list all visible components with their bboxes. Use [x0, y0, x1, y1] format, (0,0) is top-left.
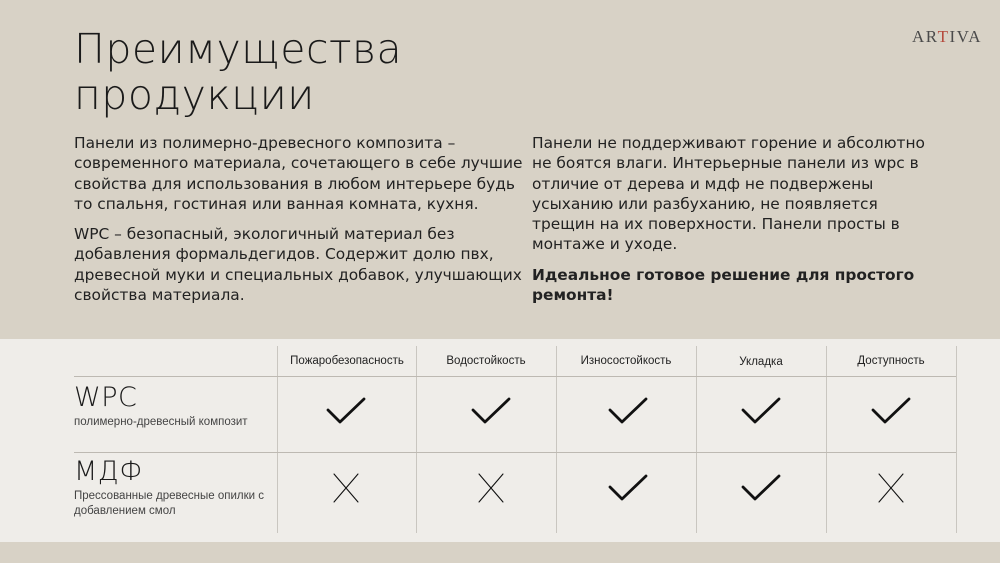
row-name-mdf: МДФ: [74, 456, 143, 487]
row-desc-wpc: полимерно-древесный композит: [74, 416, 248, 428]
page-title: Преимущества продукции: [74, 25, 403, 119]
check-icon: [871, 395, 911, 427]
check-icon: [608, 472, 648, 504]
bottom-strip: [0, 542, 1000, 563]
table-divider: [696, 346, 697, 533]
logo-text-accent: T: [937, 27, 950, 46]
check-icon: [741, 395, 781, 427]
table-divider: [556, 346, 557, 533]
intro-right-paragraph-2: Идеальное готовое решение для простого ремонта!: [532, 265, 915, 305]
brand-logo: [912, 27, 982, 47]
check-icon: [326, 395, 366, 427]
row-desc-mdf: Прессованные древесные опилки с добавлением смол: [74, 490, 265, 517]
intro-right-column: [532, 133, 942, 315]
table-divider: [826, 346, 827, 533]
column-header-water-resistance: Водостойкость: [446, 355, 526, 367]
row-name-wpc: WPC: [74, 382, 138, 413]
column-header-affordability: Доступность: [857, 355, 925, 367]
table-divider: [956, 346, 957, 533]
intro-left-paragraph-2: WPC – безопасный, экологичный материал без добавления формальдегидов. Содержит долю пвх, древесной муки и специальных добавок, улучшающих свойства материала.: [74, 225, 522, 305]
intro-right-paragraph-1: Панели не поддерживают горение и абсолютно не боятся влаги. Интерьерные панели из wpc в отличие от дерева и мдф не подвержены усыханию или разбуханию, не появляется трещин на их поверхности. Панели просты в монтаже и уходе.: [532, 134, 925, 254]
logo-text-left: AR: [912, 27, 938, 46]
logo-text-right: IVA: [949, 27, 983, 46]
check-icon: [471, 395, 511, 427]
table-divider: [277, 346, 278, 533]
column-header-installation: Укладка: [739, 356, 783, 368]
check-icon: [608, 395, 648, 427]
column-header-wear-resistance: Износостойкость: [580, 355, 672, 367]
cross-icon: [326, 472, 366, 504]
intro-left-column: [74, 133, 524, 315]
check-icon: [741, 472, 781, 504]
cross-icon: [871, 472, 911, 504]
table-header-divider: [74, 376, 956, 377]
table-row-divider: [74, 452, 956, 453]
table-divider: [416, 346, 417, 533]
column-header-fire-safety: Пожаробезопасность: [290, 355, 404, 367]
intro-left-paragraph-1: Панели из полимерно-древесного композита – современного материала, сочетающего в себе лучшие свойства для использования в любом интерьере будь то спальня, гостиная или ванная комната, кухня.: [74, 134, 523, 213]
cross-icon: [471, 472, 511, 504]
